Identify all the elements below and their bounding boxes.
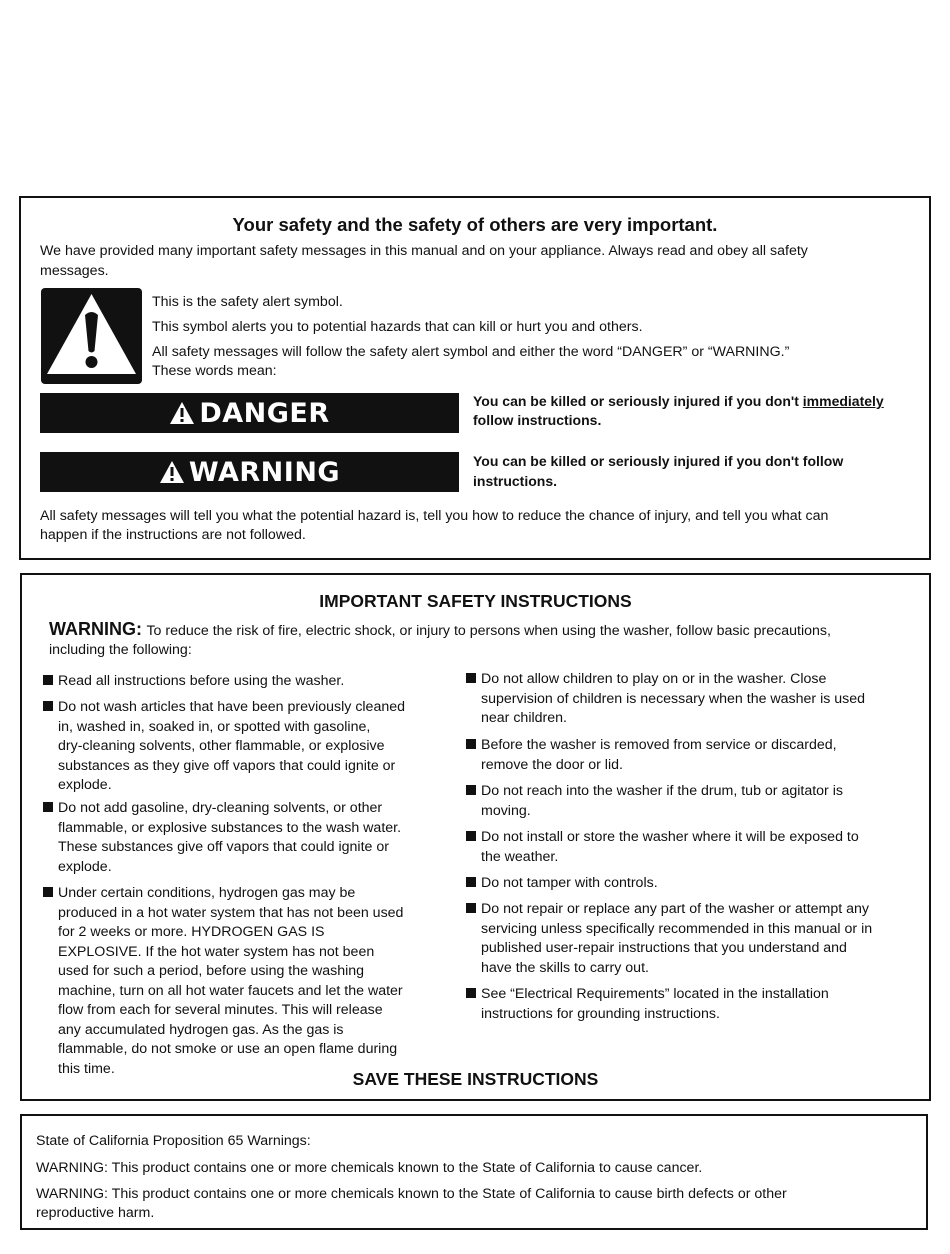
left-item-4-line-7: [43, 1001, 383, 1021]
right-item-text: See “Electrical Requirements” located in the installation: [481, 986, 829, 1002]
left-item-text: EXPLOSIVE. If the hot water system has not been: [58, 943, 375, 960]
prop65-line-1: WARNING: This product contains one or more chemicals known to the State of California to cause cancer.: [36, 1160, 703, 1176]
left-item-3-line-4: [43, 858, 112, 878]
instructions-warning-label: WARNING:: [49, 619, 142, 639]
right-item-7-line-2: [466, 1005, 720, 1025]
right-item-text: published user-repair instructions that you understand and: [481, 940, 847, 956]
left-item-4-line-8: [43, 1021, 344, 1041]
prop65-line-2b: reproductive harm.: [36, 1205, 155, 1221]
left-item-text: Do not wash articles that have been previously cleaned: [58, 699, 406, 715]
right-item-4-line-2: [466, 848, 558, 868]
bullet-square-icon: [466, 877, 476, 887]
right-item-2-line-1: [466, 736, 837, 756]
symbol-line-3: All safety messages will follow the safety alert symbol and either the word “DANGER” or “WARNING.”: [152, 344, 790, 360]
outro-line-1: All safety messages will tell you what the potential hazard is, tell you how to reduce the chance of injury, and tell you what can: [40, 508, 829, 524]
right-item-1-line-3: [466, 709, 567, 729]
left-item-text: Read all instructions before using the washer.: [58, 673, 345, 689]
left-item-3-line-2: [43, 819, 401, 839]
right-item-text: have the skills to carry out.: [481, 959, 649, 976]
left-item-text: any accumulated hydrogen gas. As the gas is: [58, 1021, 344, 1038]
warning-triangle-icon: [159, 460, 185, 484]
instructions-warning-text-2: including the following:: [49, 642, 192, 658]
left-item-2-line-1: [43, 698, 405, 718]
danger-text-a: You can be killed or seriously injured if you don't: [473, 393, 803, 409]
left-item-text: dry-cleaning solvents, other flammable, or explosive: [58, 738, 385, 754]
left-item-text: flammable, or explosive substances to the wash water.: [58, 819, 402, 836]
left-item-4-line-4: [43, 943, 374, 963]
left-item-2-line-3: [43, 737, 384, 757]
right-item-text: servicing unless specifically recommended in this manual or in: [481, 920, 873, 937]
right-item-2-line-2: [466, 756, 623, 776]
danger-label: DANGER: [199, 397, 330, 429]
right-item-text: Do not install or store the washer where it will be exposed to: [481, 829, 859, 845]
prop65-panel: [20, 1114, 928, 1230]
outro-line-2: happen if the instructions are not followed.: [40, 527, 306, 543]
left-item-2-line-4: [43, 757, 395, 777]
left-item-text: substances as they give off vapors that could ignite or: [58, 757, 396, 774]
left-item-text: These substances give off vapors that could ignite or: [58, 839, 389, 855]
right-item-6-line-1: [466, 900, 869, 920]
left-item-text: for 2 weeks or more. HYDROGEN GAS IS: [58, 924, 325, 940]
warning-banner: [40, 452, 459, 492]
left-item-4-line-6: [43, 982, 403, 1002]
bullet-square-icon: [466, 739, 476, 749]
left-item-4-line-2: [43, 904, 403, 924]
left-item-text: explode.: [58, 777, 112, 793]
right-item-text: Do not allow children to play on or in the washer. Close: [481, 671, 827, 687]
right-item-7-line-1: [466, 985, 829, 1005]
left-item-text: machine, turn on all hot water faucets and let the water: [58, 982, 403, 999]
left-item-text: this time.: [58, 1060, 115, 1077]
safety-intro-title: Your safety and the safety of others are very important.: [232, 214, 718, 235]
bullet-square-icon: [43, 802, 53, 812]
bullet-square-icon: [466, 785, 476, 795]
left-item-text: Under certain conditions, hydrogen gas may be: [58, 885, 356, 901]
prop65-heading: State of California Proposition 65 Warnings:: [36, 1133, 311, 1149]
instructions-title: IMPORTANT SAFETY INSTRUCTIONS: [319, 591, 632, 611]
bullet-square-icon: [43, 675, 53, 685]
intro-line-1: We have provided many important safety messages in this manual and on your appliance. Always read and obey all safety: [40, 243, 808, 259]
right-item-6-line-3: [466, 939, 847, 959]
danger-banner: [40, 393, 459, 433]
left-item-4-line-9: [43, 1040, 397, 1060]
symbol-line-1: This is the safety alert symbol.: [152, 294, 343, 310]
right-item-4-line-1: [466, 828, 859, 848]
left-item-4-line-5: [43, 962, 364, 982]
right-item-6-line-4: [466, 959, 649, 979]
right-item-1-line-2: [466, 690, 865, 710]
right-item-6-line-2: [466, 920, 872, 940]
left-item-1-line-1: [43, 672, 344, 692]
symbol-line-4: These words mean:: [152, 363, 277, 379]
warning-triangle-icon: [41, 288, 142, 384]
right-item-text: the weather.: [481, 848, 559, 865]
left-item-2-line-5: [43, 776, 112, 796]
right-item-text: Before the washer is removed from service or discarded,: [481, 737, 837, 753]
warning-label: WARNING: [188, 456, 341, 488]
right-item-5-line-1: [466, 874, 658, 894]
bullet-square-icon: [466, 831, 476, 841]
warning-text-b: instructions.: [473, 473, 558, 489]
warning-triangle-icon: [169, 401, 195, 425]
right-item-text: near children.: [481, 710, 567, 726]
right-item-text: supervision of children is necessary when the washer is used: [481, 690, 866, 707]
right-item-text: Do not repair or replace any part of the washer or attempt any: [481, 901, 869, 917]
right-item-text: remove the door or lid.: [481, 756, 623, 773]
left-item-text: explode.: [58, 858, 112, 875]
left-item-2-line-2: [43, 718, 370, 738]
danger-text-b: follow instructions.: [473, 412, 602, 428]
right-item-text: instructions for grounding instructions.: [481, 1005, 720, 1022]
right-item-3-line-2: [466, 802, 531, 822]
bullet-square-icon: [43, 887, 53, 897]
intro-line-2: messages.: [40, 263, 109, 279]
prop65-line-2a: WARNING: This product contains one or more chemicals known to the State of California to cause birth defects or other: [36, 1186, 787, 1202]
instructions-warning: [49, 619, 831, 642]
right-item-1-line-1: [466, 670, 826, 690]
left-item-4-line-1: [43, 884, 355, 904]
left-item-text: flammable, do not smoke or use an open flame during: [58, 1041, 398, 1057]
danger-text-emphasis: immediately: [802, 393, 884, 409]
symbol-line-2: This symbol alerts you to potential hazards that can kill or hurt you and others.: [152, 319, 643, 335]
danger-description: [473, 392, 884, 412]
bullet-square-icon: [466, 988, 476, 998]
left-item-text: Do not add gasoline, dry-cleaning solvents, or other: [58, 800, 383, 816]
warning-text-a: You can be killed or seriously injured if you don't follow: [473, 453, 844, 469]
left-item-text: in, washed in, soaked in, or spotted with gasoline,: [58, 718, 371, 735]
right-item-text: moving.: [481, 802, 531, 819]
right-item-text: Do not tamper with controls.: [481, 875, 658, 891]
left-item-text: produced in a hot water system that has not been used: [58, 904, 404, 921]
left-item-3-line-3: [43, 838, 389, 858]
right-item-text: Do not reach into the washer if the drum, tub or agitator is: [481, 783, 843, 799]
bullet-square-icon: [466, 673, 476, 683]
instructions-warning-text-1: To reduce the risk of fire, electric shock, or injury to persons when using the washer, follow basic precautions,: [146, 623, 831, 639]
right-item-3-line-1: [466, 782, 843, 802]
left-item-text: flow from each for several minutes. This will release: [58, 1002, 383, 1018]
save-instructions-heading: SAVE THESE INSTRUCTIONS: [352, 1069, 599, 1089]
left-item-3-line-1: [43, 799, 382, 819]
safety-instructions-panel: [20, 573, 931, 1101]
left-item-text: used for such a period, before using the washing: [58, 963, 365, 979]
left-item-4-line-3: [43, 923, 324, 943]
safety-intro-panel: [19, 196, 931, 560]
bullet-square-icon: [43, 701, 53, 711]
bullet-square-icon: [466, 903, 476, 913]
